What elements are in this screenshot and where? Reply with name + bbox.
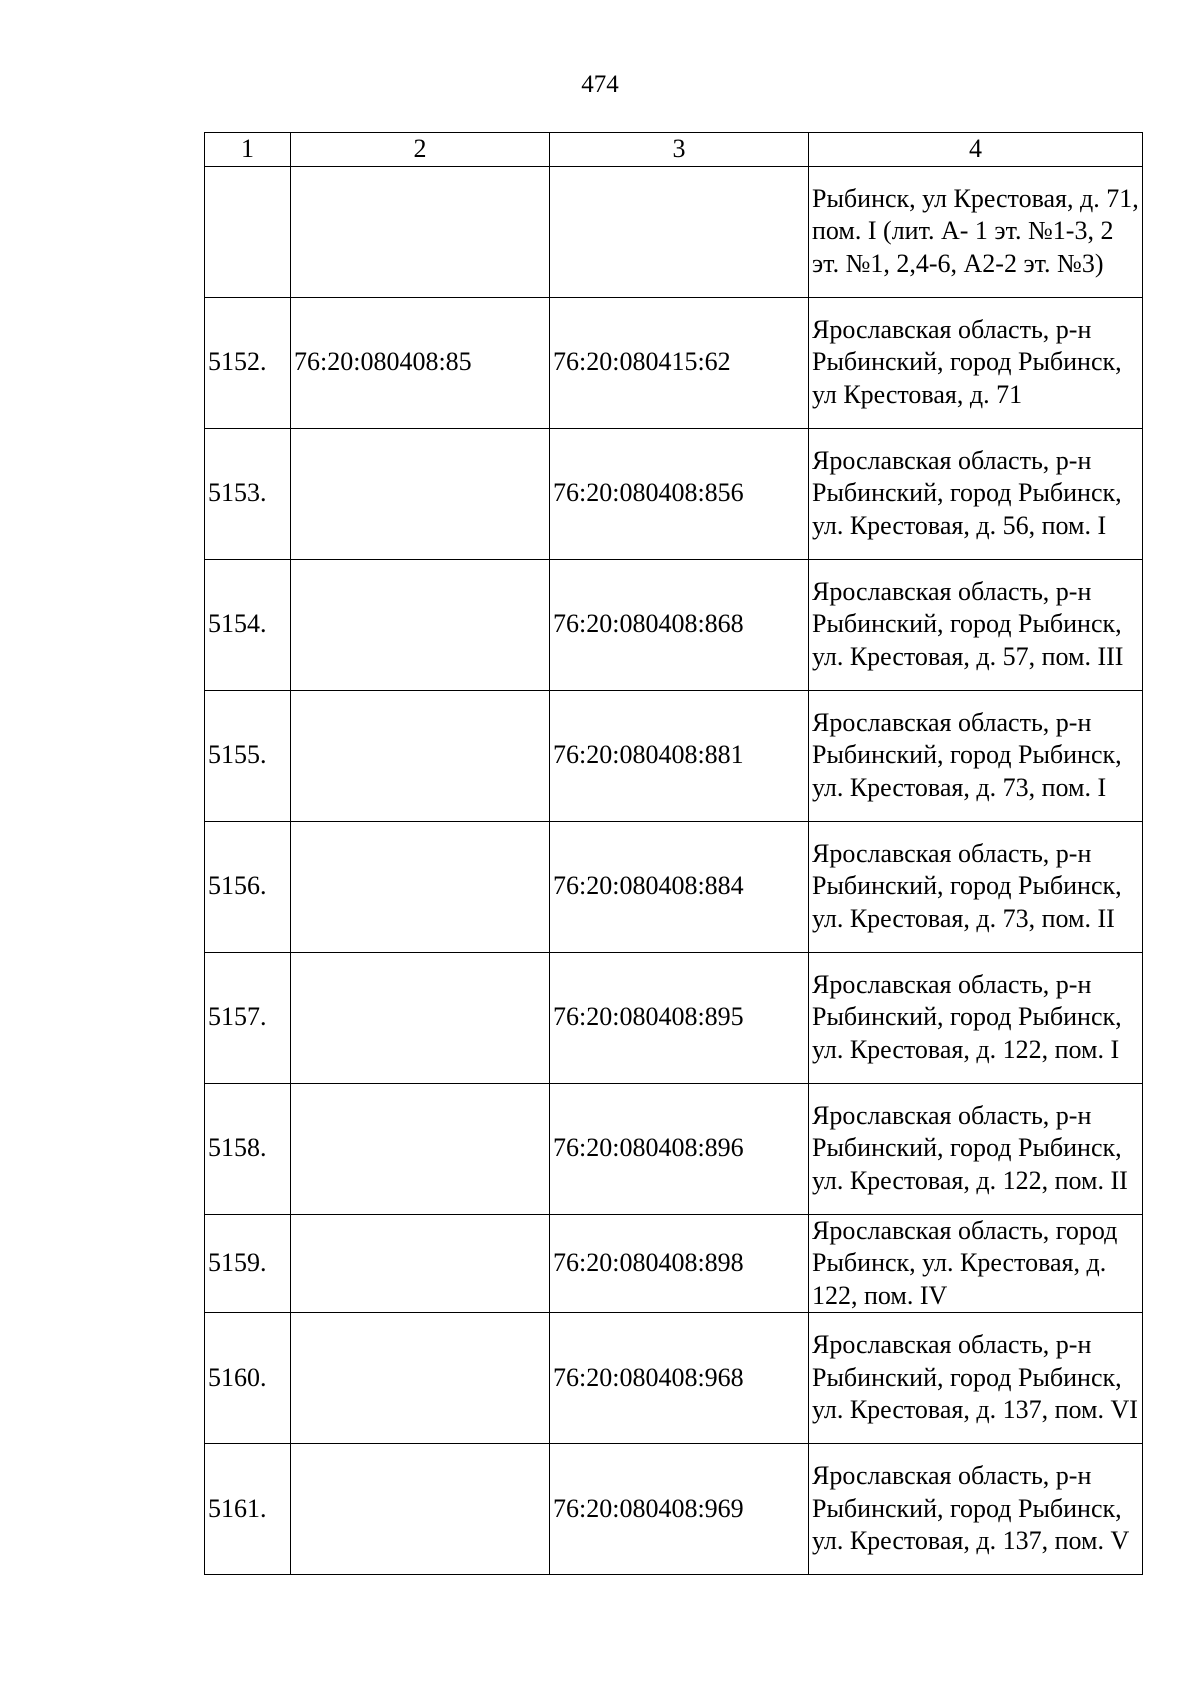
cadastral-object bbox=[550, 166, 809, 297]
address: Ярославская область, р-н Рыбинский, город Рыбинск, ул. Крестовая, д. 56, пом. I bbox=[809, 428, 1143, 559]
header-col-4: 4 bbox=[809, 133, 1143, 167]
cadastral-parcel bbox=[291, 1214, 550, 1313]
address: Ярославская область, р-н Рыбинский, город Рыбинск, ул. Крестовая, д. 137, пом. VI bbox=[809, 1313, 1143, 1444]
row-number: 5152. bbox=[205, 297, 291, 428]
table-row bbox=[205, 1444, 1143, 1575]
row-number bbox=[205, 166, 291, 297]
cadastral-parcel: 76:20:080408:85 bbox=[291, 297, 550, 428]
table-row bbox=[205, 166, 1143, 297]
cadastral-object: 76:20:080408:968 bbox=[550, 1313, 809, 1444]
header-row bbox=[205, 133, 1143, 167]
table-body bbox=[205, 166, 1143, 1575]
cadastral-parcel bbox=[291, 1083, 550, 1214]
header-col-1: 1 bbox=[205, 133, 291, 167]
address: Ярославская область, р-н Рыбинский, город Рыбинск, ул. Крестовая, д. 137, пом. V bbox=[809, 1444, 1143, 1575]
registry-table bbox=[204, 132, 1143, 1575]
table-row bbox=[205, 297, 1143, 428]
row-number: 5156. bbox=[205, 821, 291, 952]
address: Рыбинск, ул Крестовая, д. 71, пом. I (лит. А- 1 эт. №1-3, 2 эт. №1, 2,4-6, А2-2 эт. №3) bbox=[809, 166, 1143, 297]
row-number: 5160. bbox=[205, 1313, 291, 1444]
cadastral-object: 76:20:080415:62 bbox=[550, 297, 809, 428]
address: Ярославская область, р-н Рыбинский, город Рыбинск, ул. Крестовая, д. 73, пом. I bbox=[809, 690, 1143, 821]
row-number: 5161. bbox=[205, 1444, 291, 1575]
row-number: 5154. bbox=[205, 559, 291, 690]
table-row bbox=[205, 1313, 1143, 1444]
header-col-2: 2 bbox=[291, 133, 550, 167]
cadastral-object: 76:20:080408:895 bbox=[550, 952, 809, 1083]
page-number: 474 bbox=[581, 71, 619, 98]
row-number: 5158. bbox=[205, 1083, 291, 1214]
address: Ярославская область, р-н Рыбинский, город Рыбинск, ул. Крестовая, д. 122, пом. I bbox=[809, 952, 1143, 1083]
address: Ярославская область, р-н Рыбинский, город Рыбинск, ул. Крестовая, д. 122, пом. II bbox=[809, 1083, 1143, 1214]
row-number: 5159. bbox=[205, 1214, 291, 1313]
table-row bbox=[205, 690, 1143, 821]
row-number: 5155. bbox=[205, 690, 291, 821]
address: Ярославская область, город Рыбинск, ул. Крестовая, д. 122, пом. IV bbox=[809, 1214, 1143, 1313]
cadastral-parcel bbox=[291, 428, 550, 559]
address: Ярославская область, р-н Рыбинский, город Рыбинск, ул. Крестовая, д. 57, пом. III bbox=[809, 559, 1143, 690]
cadastral-object: 76:20:080408:881 bbox=[550, 690, 809, 821]
cadastral-object: 76:20:080408:969 bbox=[550, 1444, 809, 1575]
cadastral-parcel bbox=[291, 559, 550, 690]
row-number: 5157. bbox=[205, 952, 291, 1083]
cadastral-parcel bbox=[291, 821, 550, 952]
cadastral-parcel bbox=[291, 1444, 550, 1575]
table-row bbox=[205, 1083, 1143, 1214]
address: Ярославская область, р-н Рыбинский, город Рыбинск, ул Крестовая, д. 71 bbox=[809, 297, 1143, 428]
cadastral-parcel bbox=[291, 166, 550, 297]
cadastral-object: 76:20:080408:868 bbox=[550, 559, 809, 690]
address: Ярославская область, р-н Рыбинский, город Рыбинск, ул. Крестовая, д. 73, пом. II bbox=[809, 821, 1143, 952]
table-row bbox=[205, 428, 1143, 559]
row-number: 5153. bbox=[205, 428, 291, 559]
header-col-3: 3 bbox=[550, 133, 809, 167]
cadastral-object: 76:20:080408:898 bbox=[550, 1214, 809, 1313]
cadastral-parcel bbox=[291, 1313, 550, 1444]
table-row bbox=[205, 952, 1143, 1083]
table-row bbox=[205, 559, 1143, 690]
cadastral-parcel bbox=[291, 952, 550, 1083]
table-row bbox=[205, 821, 1143, 952]
cadastral-object: 76:20:080408:884 bbox=[550, 821, 809, 952]
cadastral-object: 76:20:080408:896 bbox=[550, 1083, 809, 1214]
cadastral-object: 76:20:080408:856 bbox=[550, 428, 809, 559]
table-header bbox=[205, 133, 1143, 167]
table-row bbox=[205, 1214, 1143, 1313]
cadastral-parcel bbox=[291, 690, 550, 821]
